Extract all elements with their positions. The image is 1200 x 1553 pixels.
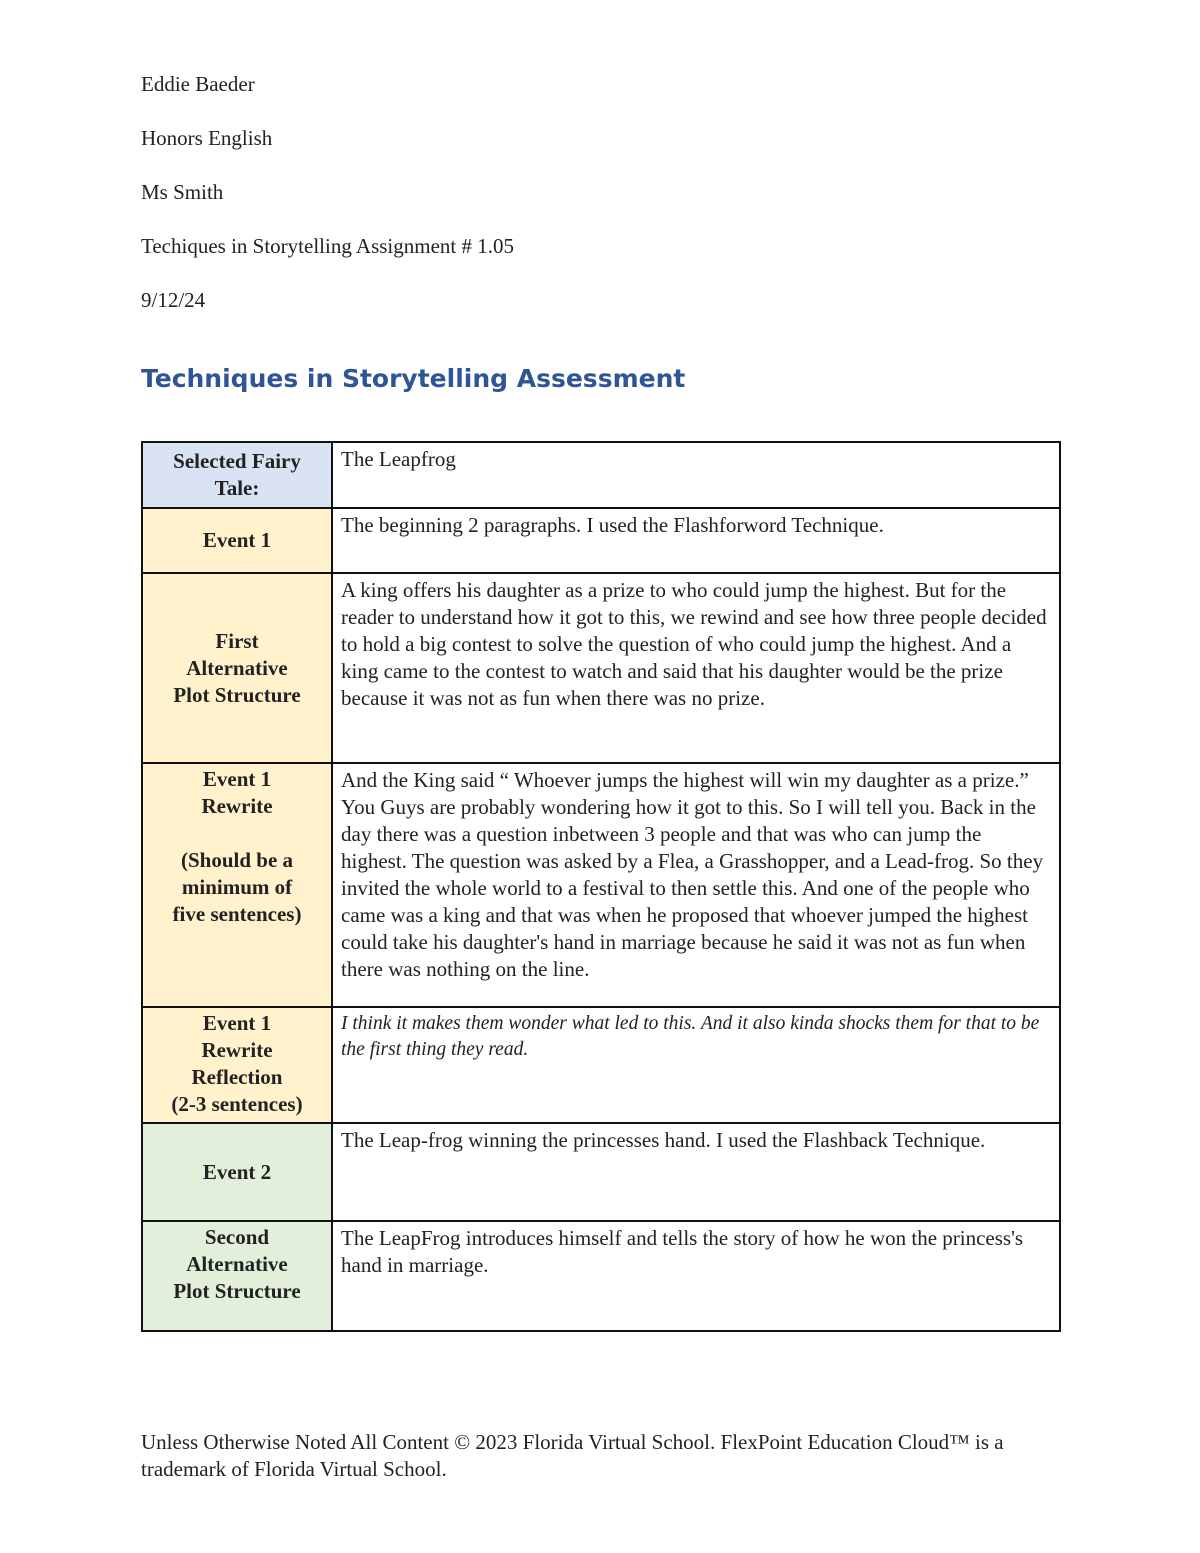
label-line: Event 1 bbox=[202, 528, 272, 552]
label-line: Plot Structure bbox=[173, 1279, 301, 1303]
label-line: Event 1 bbox=[202, 767, 272, 791]
document-title: Techniques in Storytelling Assessment bbox=[141, 364, 686, 393]
row-label-event-1-reflection bbox=[142, 1007, 332, 1123]
table-row-event-1-rewrite bbox=[142, 763, 1060, 1007]
row-label-second-alternative bbox=[142, 1221, 332, 1331]
label-line: Plot Structure bbox=[173, 682, 301, 707]
label-line: Second bbox=[204, 1225, 270, 1249]
assessment-table bbox=[141, 441, 1061, 1332]
label-line: Alternative bbox=[186, 655, 288, 680]
row-content-second-alternative: The LeapFrog introduces himself and tells the story of how he won the princess's hand in marriage. bbox=[332, 1221, 1060, 1331]
label-line: Event 1 bbox=[202, 1011, 272, 1035]
label-line: Alternative bbox=[186, 1252, 288, 1276]
header-block bbox=[141, 70, 514, 314]
assignment-name: Techiques in Storytelling Assignment # 1.05 bbox=[141, 234, 515, 258]
row-content-event-1-reflection: I think it makes them wonder what led to this. And it also kinda shocks them for that to be the first thing they read. bbox=[332, 1007, 1060, 1123]
label-spacer bbox=[149, 820, 325, 847]
label-line: First bbox=[215, 628, 259, 653]
row-content-selected-fairy-tale: The Leapfrog bbox=[332, 442, 1060, 508]
table-row-event-1-reflection bbox=[142, 1007, 1060, 1123]
label-line: minimum of bbox=[181, 875, 293, 899]
table-row-second-alternative bbox=[142, 1221, 1060, 1331]
label-line: Rewrite bbox=[201, 1038, 273, 1062]
row-content-first-alternative: A king offers his daughter as a prize to who could jump the highest. But for the reader to understand how it got to this, we rewind and see how three people decided to hold a big contest to solve the question of who could jump the highest. And a king came to the contest to watch and said that his daughter would be the prize because it was not as fun when there was no prize. bbox=[332, 573, 1060, 763]
table-row-event-1 bbox=[142, 508, 1060, 573]
label-line: (2-3 sentences) bbox=[171, 1092, 303, 1116]
label-line: (Should be a bbox=[180, 848, 294, 872]
course-name: Honors English bbox=[141, 126, 273, 150]
label-line: Selected Fairy bbox=[173, 449, 301, 473]
row-label-selected-fairy-tale bbox=[142, 442, 332, 508]
label-line: Tale: bbox=[214, 476, 260, 500]
assignment-date: 9/12/24 bbox=[141, 288, 206, 312]
copyright-footer: Unless Otherwise Noted All Content © 2023 Florida Virtual School. FlexPoint Education Cloud™ is a trademark of Florida Virtual School. bbox=[141, 1430, 1004, 1481]
label-line: Event 2 bbox=[202, 1159, 272, 1184]
label-line: five sentences) bbox=[172, 902, 302, 926]
label-line: Reflection bbox=[191, 1065, 283, 1089]
teacher-name: Ms Smith bbox=[141, 180, 224, 204]
row-label-event-2 bbox=[142, 1123, 332, 1221]
table-row-first-alternative bbox=[142, 573, 1060, 763]
row-label-event-1 bbox=[142, 508, 332, 573]
row-label-first-alternative bbox=[142, 573, 332, 763]
row-label-event-1-rewrite bbox=[142, 763, 332, 1007]
row-content-event-2: The Leap-frog winning the princesses hand. I used the Flashback Technique. bbox=[332, 1123, 1060, 1221]
table-row-event-2 bbox=[142, 1123, 1060, 1221]
row-content-event-1: The beginning 2 paragraphs. I used the Flashforword Technique. bbox=[332, 508, 1060, 573]
label-line: Rewrite bbox=[201, 794, 273, 818]
row-content-event-1-rewrite: And the King said “ Whoever jumps the highest will win my daughter as a prize.” You Guys are probably wondering how it got to this. So I will tell you. Back in the day there was a question inbetween 3 people and that was who can jump the highest. The question was asked by a Flea, a Grasshopper, and a Lead-frog. So they invited the whole world to a festival to then settle this. And one of the people who came was a king and that was when he proposed that whoever jumped the highest could take his daughter's hand in marriage because he said it was not as fun when there was nothing on the line. bbox=[332, 763, 1060, 1007]
table-row-fairy-tale bbox=[142, 442, 1060, 508]
student-name: Eddie Baeder bbox=[141, 72, 255, 96]
